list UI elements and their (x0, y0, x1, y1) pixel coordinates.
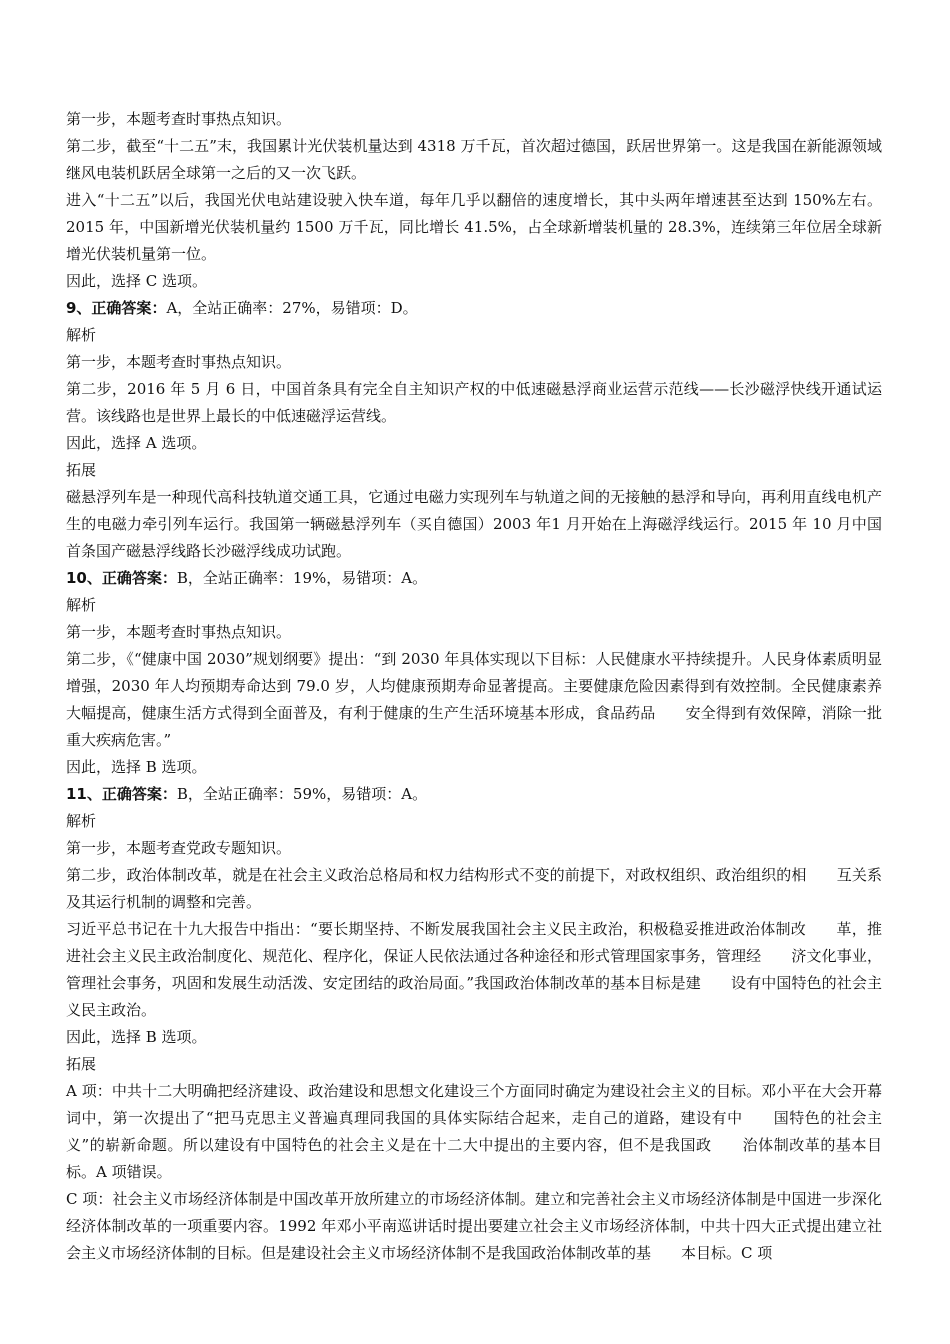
paragraph: 因此，选择 B 选项。 (66, 758, 207, 776)
document-page (66, 106, 882, 1267)
paragraph: 进入“十二五”以后，我国光伏电站建设驶入快车道，每年几乎以翻倍的速度增长，其中头两年增速甚至达到 150%左右。2015 年，中国新增光伏装机量约 1500 万千瓦，同比增长 41.5%，占全球新增装机量的 28.3%，连续第三年位居全球新增光伏装机量第一位。 (66, 191, 882, 263)
paragraph: A 项：中共十二大明确把经济建设、政治建设和思想文化建设三个方面同时确定为建设社会主义的目标。邓小平在大会开幕词中，第一次提出了“把马克思主义普遍真理同我国的具体实际结合起来，走自己的道路，建设有中 国特色的社会主义”的崭新命题。所以建设有中国特色的社会主义是在十二大中提出的主要内容，但不是我国政 治体制改革的基本目标。A 项错误。 (66, 1082, 882, 1181)
paragraph: 第二步，《“健康中国 2030”规划纲要》提出：“到 2030 年具体实现以下目标：人民健康水平持续提升。人民身体素质明显增强，2030 年人均预期寿命达到 79.0 岁，人均健康预期寿命显著提高。主要健康危险因素得到有效控制。全民健康素养大幅提高，健康生活方式得到全面普及，有利于健康的生产生活环境基本形成，食品药品 安全得到有效保障，消除一批重大疾病危害。” (66, 650, 882, 749)
paragraph: 解析 (66, 596, 97, 614)
paragraph: 第一步，本题考查党政专题知识。 (66, 839, 292, 857)
paragraph: 因此，选择 C 选项。 (66, 272, 208, 290)
answer-label: 11、正确答案： (66, 785, 177, 803)
paragraph: 第一步，本题考查时事热点知识。 (66, 353, 292, 371)
paragraph: 因此，选择 A 选项。 (66, 434, 207, 452)
answer-label: 9、正确答案： (66, 299, 167, 317)
paragraph: 第二步，政治体制改革，就是在社会主义政治总格局和权力结构形式不变的前提下，对政权组织、政治组织的相 互关系及其运行机制的调整和完善。 (66, 866, 882, 911)
answer-heading (66, 565, 882, 592)
paragraph: 拓展 (66, 1055, 97, 1073)
answer-heading (66, 295, 882, 322)
answer-detail: A，全站正确率：27%，易错项：D。 (166, 299, 418, 317)
paragraph: 习近平总书记在十九大报告中指出：“要长期坚持、不断发展我国社会主义民主政治，积极稳妥推进政治体制改 革，推进社会主义民主政治制度化、规范化、程序化，保证人民依法通过各种途径和形式管理国家事务，管理经 济文化事业，管理社会事务，巩固和发展生动活泼、安定团结的政治局面。”我国政治体制改革的基本目标是建 设有中国特色的社会主义民主政治。 (66, 920, 882, 1019)
answer-heading (66, 781, 882, 808)
paragraph: C 项：社会主义市场经济体制是中国改革开放所建立的市场经济体制。建立和完善社会主义市场经济体制是中国进一步深化经济体制改革的一项重要内容。1992 年邓小平南巡讲话时提出要建立社会主义市场经济体制，中共十四大正式提出建立社会主义市场经济体制的目标。但是建设社会主义市场经济体制不是我国政治体制改革的基 本目标。C 项 (66, 1190, 882, 1262)
paragraph: 第一步，本题考查时事热点知识。 (66, 110, 292, 128)
paragraph: 磁悬浮列车是一种现代高科技轨道交通工具，它通过电磁力实现列车与轨道之间的无接触的悬浮和导向，再利用直线电机产生的电磁力牵引列车运行。我国第一辆磁悬浮列车（买自德国）2003 年1 月开始在上海磁浮线运行。2015 年 10 月中国首条国产磁悬浮线路长沙磁浮线成功试跑。 (66, 488, 882, 560)
answer-detail: B，全站正确率：19%，易错项：A。 (176, 569, 428, 587)
paragraph: 解析 (66, 812, 97, 830)
paragraph: 第二步，截至“十二五”末，我国累计光伏装机量达到 4318 万千瓦，首次超过德国，跃居世界第一。这是我国在新能源领域继风电装机跃居全球第一之后的又一次飞跃。 (66, 137, 882, 182)
paragraph: 拓展 (66, 461, 97, 479)
paragraph: 解析 (66, 326, 97, 344)
paragraph: 第一步，本题考查时事热点知识。 (66, 623, 292, 641)
answer-detail: B，全站正确率：59%，易错项：A。 (176, 785, 428, 803)
answer-label: 10、正确答案： (66, 569, 177, 587)
paragraph: 因此，选择 B 选项。 (66, 1028, 207, 1046)
paragraph: 第二步，2016 年 5 月 6 日，中国首条具有完全自主知识产权的中低速磁悬浮商业运营示范线——长沙磁浮快线开通试运营。该线路也是世界上最长的中低速磁浮运营线。 (66, 380, 882, 425)
